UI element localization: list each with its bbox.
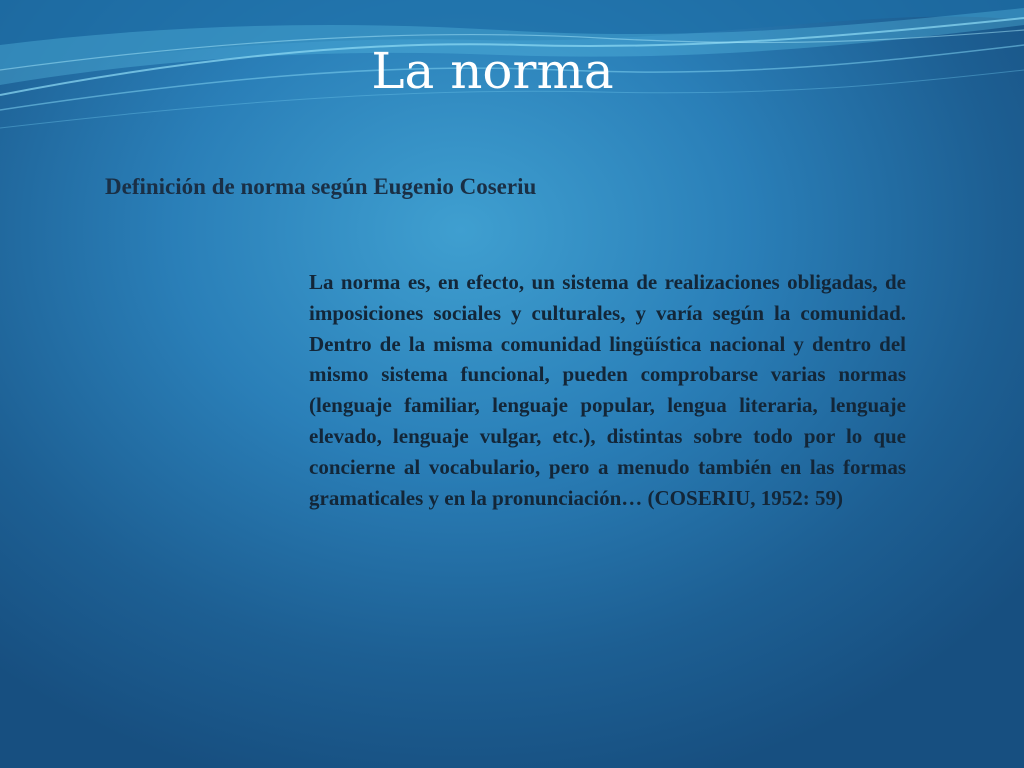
slide-subtitle: Definición de norma según Eugenio Coseriu <box>105 174 537 199</box>
quote-paragraph: La norma es, en efecto, un sistema de realizaciones obligadas, de imposiciones sociales y culturales, y varía según la comunidad. Dentro de la misma comunidad lingüística nacional y dentro del mismo sistema funcional, pueden comprobarse varias normas (lenguaje familiar, lenguaje popular, lengua literaria, lenguaje elevado, lenguaje vulgar, etc.), distintas sobre todo por lo que concierne al vocabulario, pero a menudo también en las formas gramaticales y en la pronunciación… (COSERIU, 1952: 59) <box>309 270 906 510</box>
slide-title: La norma <box>371 42 614 100</box>
